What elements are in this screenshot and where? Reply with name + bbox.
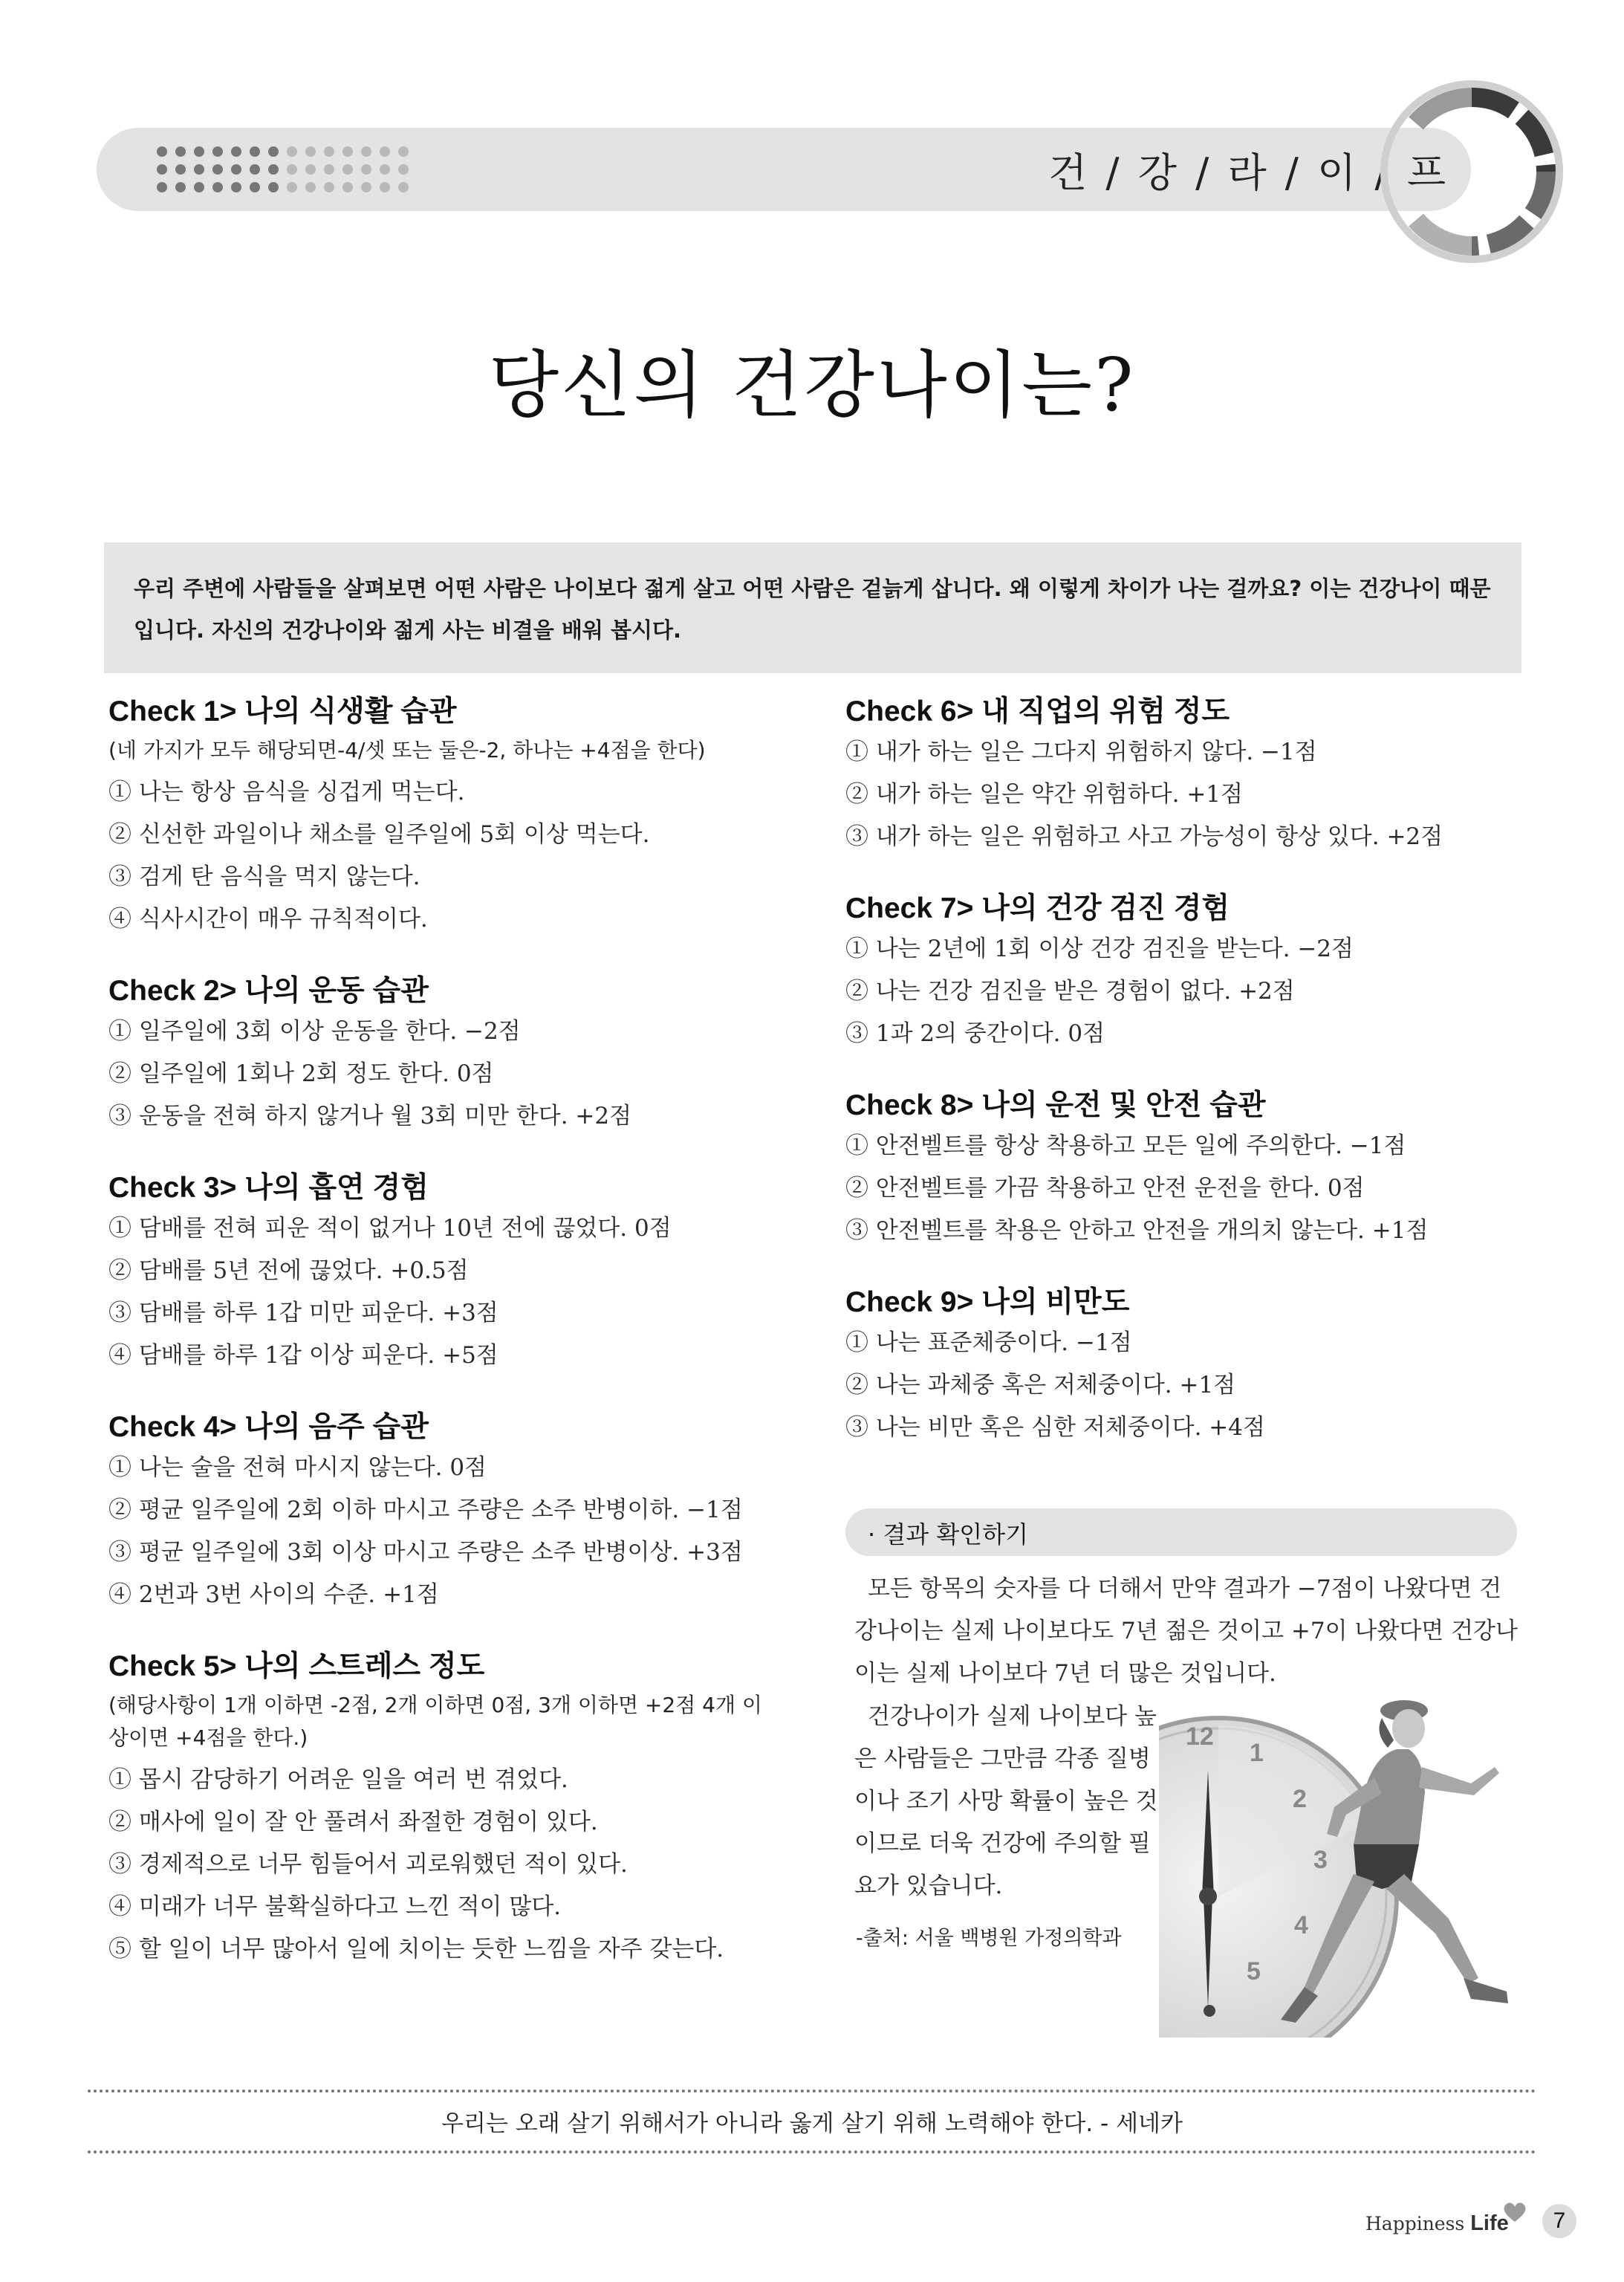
check-item: ① 나는 2년에 1회 이상 건강 검진을 받는다. −2점 <box>845 936 1354 962</box>
decor-dot <box>268 182 279 192</box>
decor-dot <box>175 146 186 157</box>
decor-dot <box>380 164 390 175</box>
source-citation: -출처: 서울 백병원 가정의학과 <box>856 1927 1122 1950</box>
divider-bottom <box>88 2150 1536 2153</box>
clock-number: 5 <box>1247 1957 1261 1986</box>
check-block-9 <box>845 1283 1529 1449</box>
decor-dot <box>398 164 409 175</box>
decor-dot <box>250 182 260 192</box>
check-item: ③ 1과 2의 중간이다. 0점 <box>845 1020 1105 1047</box>
decor-dot <box>305 146 316 157</box>
section-label: 건 / 강 / 라 / 이 / 프 <box>1048 149 1449 196</box>
check-item: ③ 검게 탄 음식을 먹지 않는다. <box>108 863 420 890</box>
decor-dot <box>250 164 260 175</box>
check-block-1 <box>108 693 822 941</box>
decor-dot <box>212 182 223 192</box>
check-item: ① 일주일에 3회 이상 운동을 한다. −2점 <box>108 1018 521 1045</box>
check-item: ② 나는 과체중 혹은 저체중이다. +1점 <box>845 1372 1236 1398</box>
check-block-6 <box>845 693 1529 858</box>
check-item: ① 나는 항상 음식을 싱겁게 먹는다. <box>108 779 465 805</box>
check-item: ① 담배를 전혀 피운 적이 없거나 10년 전에 끊었다. 0점 <box>108 1215 672 1242</box>
clock-number: 3 <box>1313 1846 1328 1874</box>
decor-dot <box>194 164 204 175</box>
check-title: Check 6> 내 직업의 위험 정도 <box>845 696 1230 727</box>
page-number: 7 <box>1542 2204 1576 2238</box>
decor-dot <box>194 182 204 192</box>
result-title: · 결과 확인하기 <box>868 1520 1028 1549</box>
check-item: ③ 담배를 하루 1갑 미만 피운다. +3점 <box>108 1300 498 1326</box>
check-title: Check 5> 나의 스트레스 정도 <box>108 1650 485 1682</box>
check-item: ② 나는 건강 검진을 받은 경험이 없다. +2점 <box>845 978 1295 1005</box>
decor-dot <box>231 164 241 175</box>
check-item: ③ 운동을 전혀 하지 않거나 월 3회 미만 한다. +2점 <box>108 1103 632 1129</box>
check-item: ④ 2번과 3번 사이의 수준. +1점 <box>108 1581 439 1608</box>
decor-dot <box>194 146 204 157</box>
decor-dot <box>175 164 186 175</box>
check-item: ③ 내가 하는 일은 위험하고 사고 가능성이 항상 있다. +2점 <box>845 823 1443 850</box>
decor-dot <box>342 146 353 157</box>
check-item: ④ 식사시간이 매우 규칙적이다. <box>108 906 428 933</box>
decor-dot <box>287 182 297 192</box>
result-paragraph-2: 건강나이가 실제 나이보다 높은 사람들은 그만큼 각종 질병이나 조기 사망 확률이 높은 것이므로 더욱 건강에 주의할 필요가 있습니다. <box>854 1703 1158 1899</box>
check-item: ③ 경제적으로 너무 힘들어서 괴로워했던 적이 있다. <box>108 1851 628 1878</box>
clock-number: 1 <box>1250 1739 1264 1767</box>
check-block-2 <box>108 972 822 1138</box>
check-block-7 <box>845 889 1529 1055</box>
decor-dot <box>212 164 223 175</box>
check-title: Check 9> 나의 비만도 <box>845 1286 1130 1318</box>
heart-icon <box>1502 2201 1527 2223</box>
check-item: ② 평균 일주일에 2회 이하 마시고 주량은 소주 반병이하. −1점 <box>108 1497 743 1523</box>
check-title: Check 3> 나의 흡연 경험 <box>108 1172 429 1204</box>
check-item: ② 내가 하는 일은 약간 위험하다. +1점 <box>845 781 1243 808</box>
decor-dot <box>287 164 297 175</box>
decor-dot <box>268 146 279 157</box>
check-item: ② 매사에 일이 잘 안 풀려서 좌절한 경험이 있다. <box>108 1809 598 1835</box>
decor-dot <box>380 182 390 192</box>
check-item: ③ 안전벨트를 착용은 안하고 안전을 개의치 않는다. +1점 <box>845 1217 1429 1244</box>
check-title: Check 7> 나의 건강 검진 경험 <box>845 892 1230 924</box>
check-item: ② 신선한 과일이나 채소를 일주일에 5회 이상 먹는다. <box>108 821 650 848</box>
decor-dot <box>250 146 260 157</box>
decor-dot <box>342 182 353 192</box>
footer-brand <box>1365 2211 1509 2236</box>
brand-prefix: Happiness <box>1365 2213 1465 2234</box>
decor-dot <box>361 164 371 175</box>
decor-dot <box>231 146 241 157</box>
check-item: ③ 나는 비만 혹은 심한 저체중이다. +4점 <box>845 1414 1265 1441</box>
decor-dot <box>157 164 167 175</box>
decor-dot <box>380 146 390 157</box>
check-item: ④ 담배를 하루 1갑 이상 피운다. +5점 <box>108 1342 498 1369</box>
check-item: ③ 평균 일주일에 3회 이상 마시고 주량은 소주 반병이상. +3점 <box>108 1539 743 1566</box>
decor-dot <box>342 164 353 175</box>
dot-grid-decoration <box>155 144 422 196</box>
check-item: ① 내가 하는 일은 그다지 위험하지 않다. −1점 <box>845 739 1317 765</box>
decor-dot <box>305 182 316 192</box>
decor-dot <box>398 146 409 157</box>
check-item: ① 나는 표준체중이다. −1점 <box>845 1329 1132 1356</box>
decor-dot <box>175 182 186 192</box>
intro-box: 우리 주변에 사람들을 살펴보면 어떤 사람은 나이보다 젊게 살고 어떤 사람은 겉늙게 삽니다. 왜 이렇게 차이가 나는 걸까요? 이는 건강나이 때문입니다. 자신의 건강나이와 젊게 사는 비결을 배워 봅시다. <box>104 542 1521 673</box>
check-item: ② 담배를 5년 전에 끊었다. +0.5점 <box>108 1257 469 1284</box>
check-note: (해당사항이 1개 이하면 -2점, 2개 이하면 0점, 3개 이하면 +2점 4개 이상이면 +4점을 한다.) <box>108 1693 762 1750</box>
check-item: ⑤ 할 일이 너무 많아서 일에 치이는 듯한 느낌을 자주 갖는다. <box>108 1936 724 1962</box>
decor-dot <box>361 182 371 192</box>
divider-top <box>88 2090 1536 2093</box>
check-item: ① 몹시 감당하기 어려운 일을 여러 번 겪었다. <box>108 1766 568 1793</box>
page-title: 당신의 건강나이는? <box>488 343 1136 428</box>
arc-decoration <box>1371 71 1572 272</box>
decor-dot <box>157 146 167 157</box>
check-item: ② 안전벨트를 가끔 착용하고 안전 운전을 한다. 0점 <box>845 1175 1365 1202</box>
check-note: (네 가지가 모두 해당되면-4/셋 또는 둘은-2, 하나는 +4점을 한다) <box>108 738 706 762</box>
clock-walker-illustration <box>1159 1696 1530 2038</box>
right-column <box>845 693 1529 1480</box>
result-paragraph: 모든 항목의 숫자를 다 더해서 만약 결과가 −7점이 나왔다면 건강나이는 실제 나이보다도 7년 젊은 것이고 +7이 나왔다면 건강나이는 실제 나이보다 7년 더 많은 것입니다. <box>854 1575 1518 1687</box>
clock-number: 4 <box>1294 1911 1308 1939</box>
decor-dot <box>305 164 316 175</box>
clock-number: 12 <box>1186 1722 1214 1751</box>
decor-dot <box>212 146 223 157</box>
decor-dot <box>231 182 241 192</box>
check-item: ① 안전벨트를 항상 착용하고 모든 일에 주의한다. −1점 <box>845 1132 1406 1159</box>
clock-number: 2 <box>1293 1785 1307 1813</box>
decor-dot <box>157 182 167 192</box>
footer-quote: 우리는 오래 살기 위해서가 아니라 옳게 살기 위해 노력해야 한다. - 세네카 <box>441 2110 1183 2137</box>
check-title: Check 4> 나의 음주 습관 <box>108 1411 429 1443</box>
decor-dot <box>268 164 279 175</box>
check-title: Check 2> 나의 운동 습관 <box>108 975 429 1007</box>
decor-dot <box>287 146 297 157</box>
check-block-8 <box>845 1086 1529 1252</box>
check-title: Check 1> 나의 식생활 습관 <box>108 696 457 727</box>
left-column <box>108 693 822 2002</box>
brand-suffix: Life <box>1470 2211 1509 2235</box>
decor-dot <box>361 146 371 157</box>
decor-dot <box>324 182 334 192</box>
check-item: ④ 미래가 너무 불확실하다고 느낀 적이 많다. <box>108 1893 562 1920</box>
decor-dot <box>398 182 409 192</box>
check-item: ② 일주일에 1회나 2회 정도 한다. 0점 <box>108 1060 494 1087</box>
decor-dot <box>324 146 334 157</box>
check-block-5 <box>108 1647 822 1971</box>
check-title: Check 8> 나의 운전 및 안전 습관 <box>845 1089 1266 1121</box>
check-block-4 <box>108 1408 822 1616</box>
check-item: ① 나는 술을 전혀 마시지 않는다. 0점 <box>108 1454 487 1481</box>
decor-dot <box>324 164 334 175</box>
check-block-3 <box>108 1169 822 1377</box>
